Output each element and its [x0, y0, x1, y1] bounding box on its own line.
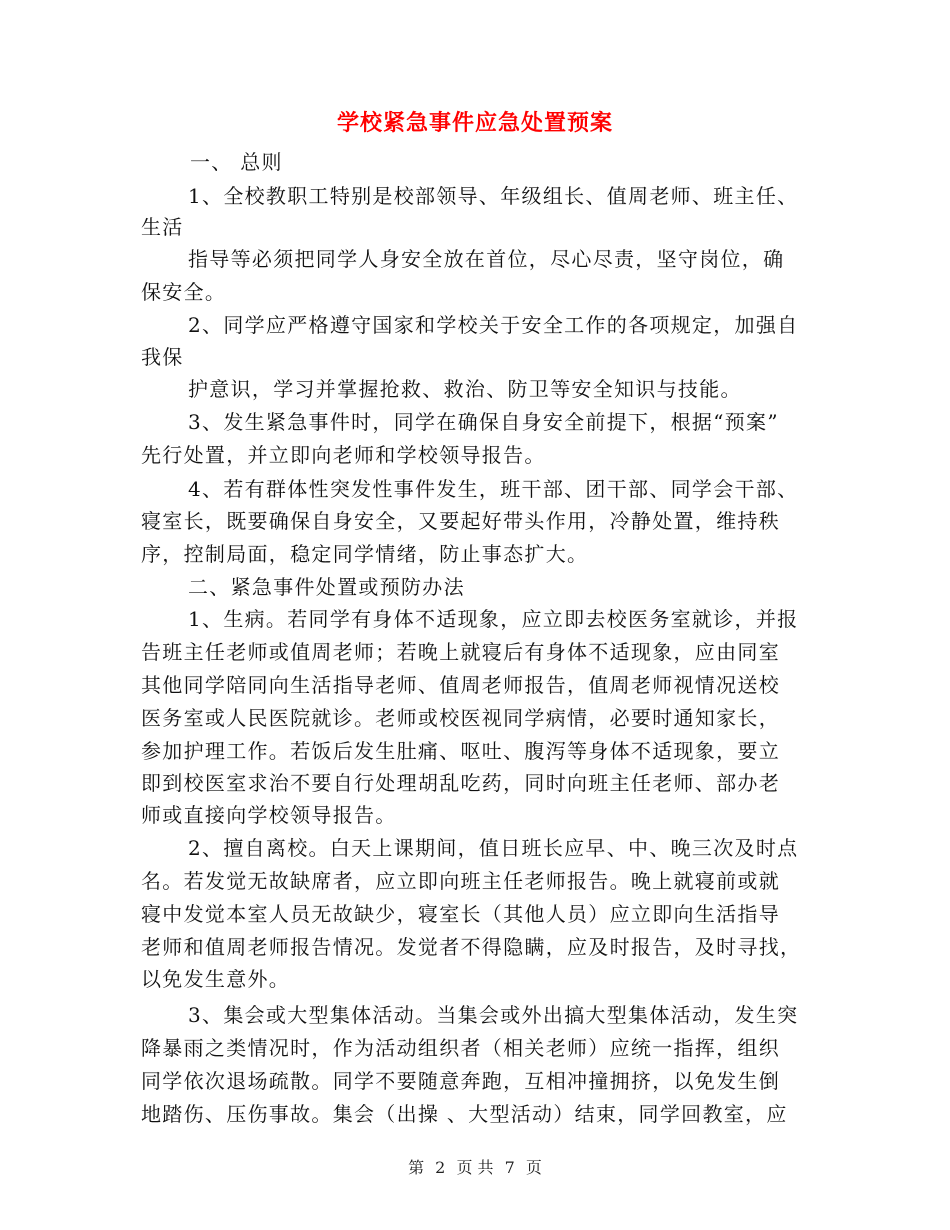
- paragraph-line: 指导等必须把同学人身安全放在首位，尽心尽责，坚守岗位，确: [188, 247, 785, 271]
- paragraph-line: 3、集会或大型集体活动。当集会或外出搞大型集体活动，发生突: [188, 1003, 799, 1027]
- paragraph-line: 1、全校教职工特别是校部领导、年级组长、值周老师、班主任、: [188, 184, 799, 208]
- paragraph-line: 参加护理工作。若饭后发生肚痛、呕吐、腹泻等身体不适现象，要立: [141, 739, 780, 763]
- paragraph-line: 我保: [141, 345, 184, 369]
- paragraph-line: 师或直接向学校领导报告。: [141, 803, 397, 827]
- paragraph-line: 同学依次退场疏散。同学不要随意奔跑，互相冲撞拥挤，以免发生倒: [141, 1069, 780, 1093]
- paragraph-line: 护意识，学习并掌握抢救、救治、防卫等安全知识与技能。: [188, 377, 742, 401]
- paragraph-line: 寝室长，既要确保自身安全，又要起好带头作用，冷静处置，维持秩: [141, 509, 780, 533]
- document-title: 学校紧急事件应急处置预案: [336, 110, 613, 136]
- total-page-count: 7: [504, 1158, 515, 1177]
- paragraph-line: 4、若有群体性突发性事件发生，班干部、团干部、同学会干部、: [188, 477, 799, 501]
- paragraph-line: 其他同学陪同向生活指导老师、值周老师报告，值周老师视情况送校: [141, 673, 780, 697]
- paragraph-line: 医务室或人民医院就诊。老师或校医视同学病情，必要时通知家长，: [141, 706, 780, 730]
- paragraph-line: 寝中发觉本室人员无故缺少，寝室长（其他人员）应立即向生活指导: [141, 902, 780, 926]
- paragraph-line: 1、生病。若同学有身体不适现象，应立即去校医务室就诊，并报: [188, 607, 799, 631]
- paragraph-line: 3、发生紧急事件时，同学在确保自身安全前提下，根据“预案”: [188, 410, 779, 434]
- footer-middle: 页 共: [456, 1158, 494, 1177]
- section-heading-procedures: 二、紧急事件处置或预防办法: [188, 575, 465, 599]
- paragraph-line: 老师和值周老师报告情况。发觉者不得隐瞒，应及时报告，及时寻找，: [141, 935, 802, 959]
- footer-prefix: 第: [408, 1158, 425, 1177]
- paragraph-line: 以免发生意外。: [141, 967, 291, 991]
- section-heading-general: 一、 总则: [190, 150, 283, 174]
- paragraph-line: 保安全。: [141, 280, 227, 304]
- footer-suffix: 页: [525, 1158, 542, 1177]
- paragraph-line: 序，控制局面，稳定同学情绪，防止事态扩大。: [141, 542, 589, 566]
- page-footer: [0, 1155, 950, 1178]
- paragraph-line: 降暴雨之类情况时，作为活动组织者（相关老师）应统一指挥，组织: [141, 1036, 780, 1060]
- paragraph-line: 地踏伤、压伤事故。集会（出操 、大型活动）结束，同学回教室，应: [141, 1102, 788, 1126]
- paragraph-line: 先行处置，并立即向老师和学校领导报告。: [141, 443, 546, 467]
- paragraph-line: 生活: [141, 215, 184, 239]
- paragraph-line: 2、擅自离校。白天上课期间，值日班长应早、中、晚三次及时点: [188, 836, 799, 860]
- paragraph-line: 名。若发觉无故缺席者，应立即向班主任老师报告。晚上就寝前或就: [141, 869, 780, 893]
- current-page-number: 2: [435, 1158, 446, 1177]
- paragraph-line: 即到校医室求治不要自行处理胡乱吃药，同时向班主任老师、部办老: [141, 771, 780, 795]
- paragraph-line: 告班主任老师或值周老师；若晚上就寝后有身体不适现象，应由同室: [141, 640, 780, 664]
- paragraph-line: 2、同学应严格遵守国家和学校关于安全工作的各项规定，加强自: [188, 313, 799, 337]
